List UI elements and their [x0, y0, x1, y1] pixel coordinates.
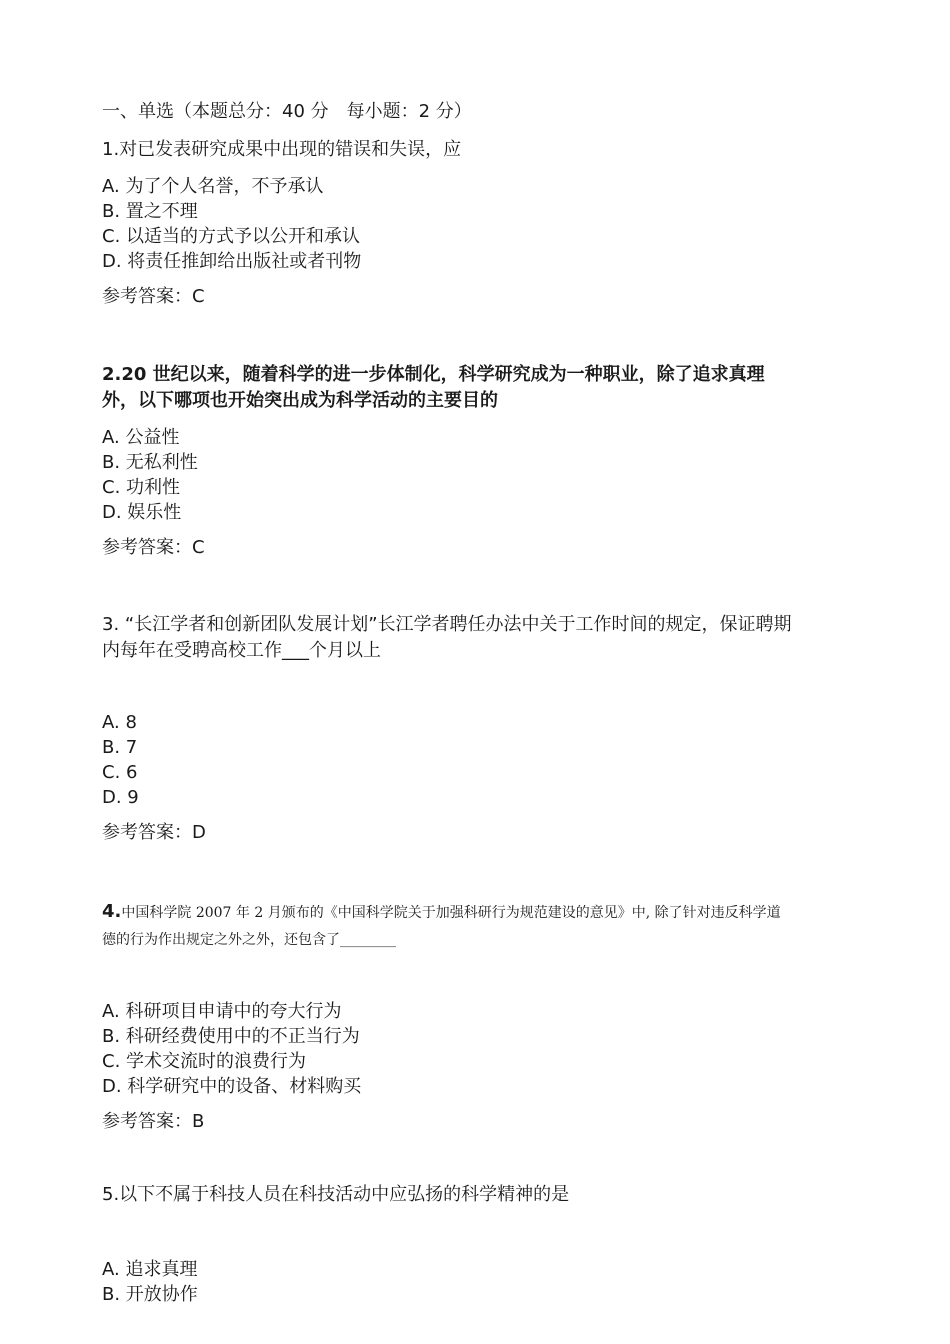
option-c: C. 以适当的方式予以公开和承认 — [102, 226, 361, 247]
question-body: 中国科学院 2007 年 2 月颁布的《中国科学院关于加强科研行为规范建设的意见》中, 除了针对违反科学道德的行为作出规定之外之外，还包含了________ — [102, 905, 781, 948]
option-a: A. 为了个人名誉，不予承认 — [102, 176, 324, 197]
option-b: B. 科研经费使用中的不正当行为 — [102, 1026, 360, 1047]
option-d: D. 将责任推卸给出版社或者刊物 — [102, 251, 362, 272]
question-stem: 5.以下不属于科技人员在科技活动中应弘扬的科学精神的是 — [102, 1184, 570, 1205]
answer-label: 参考答案： — [102, 537, 192, 558]
answer-value: C — [192, 286, 205, 307]
option-c: C. 学术交流时的浪费行为 — [102, 1051, 307, 1072]
options-list — [102, 174, 792, 274]
reference-answer — [102, 285, 792, 309]
question-stem: 2.20 世纪以来，随着科学的进一步体制化，科学研究成为一种职业，除了追求真理外，以下哪项也开始突出成为科学活动的主要目的 — [102, 364, 765, 411]
options-list — [102, 1257, 792, 1307]
reference-answer — [102, 536, 792, 560]
question-stem — [102, 899, 792, 953]
option-d: D. 娱乐性 — [102, 502, 182, 523]
option-a: A. 追求真理 — [102, 1259, 198, 1280]
option-c: C. 6 — [102, 762, 138, 783]
option-b: B. 开放协作 — [102, 1284, 198, 1305]
answer-value: C — [192, 537, 205, 558]
option-a: A. 8 — [102, 712, 137, 733]
question-5 — [102, 1182, 792, 1307]
options-list — [102, 425, 792, 525]
option-d: D. 科学研究中的设备、材料购买 — [102, 1076, 362, 1097]
reference-answer — [102, 1110, 792, 1134]
question-4 — [102, 899, 792, 1134]
option-b: B. 7 — [102, 737, 138, 758]
option-a: A. 公益性 — [102, 427, 180, 448]
option-c: C. 功利性 — [102, 477, 181, 498]
answer-value: D — [192, 822, 206, 843]
question-number: 4. — [102, 901, 122, 922]
question-1 — [102, 137, 792, 309]
answer-label: 参考答案： — [102, 1111, 192, 1132]
reference-answer — [102, 821, 792, 845]
question-2 — [102, 362, 792, 560]
option-b: B. 无私利性 — [102, 452, 198, 473]
option-d: D. 9 — [102, 787, 139, 808]
answer-label: 参考答案： — [102, 286, 192, 307]
option-a: A. 科研项目申请中的夸大行为 — [102, 1001, 342, 1022]
question-stem: 3. “长江学者和创新团队发展计划”长江学者聘任办法中关于工作时间的规定，保证聘期内每年在受聘高校工作___个月以上 — [102, 614, 792, 661]
option-b: B. 置之不理 — [102, 201, 198, 222]
answer-value: B — [192, 1111, 205, 1132]
question-3 — [102, 612, 792, 845]
options-list — [102, 999, 792, 1099]
question-stem: 1.对已发表研究成果中出现的错误和失误，应 — [102, 139, 462, 160]
answer-label: 参考答案： — [102, 822, 192, 843]
section-header: 一、单选（本题总分：40 分 每小题：2 分） — [102, 101, 472, 122]
options-list — [102, 710, 792, 810]
